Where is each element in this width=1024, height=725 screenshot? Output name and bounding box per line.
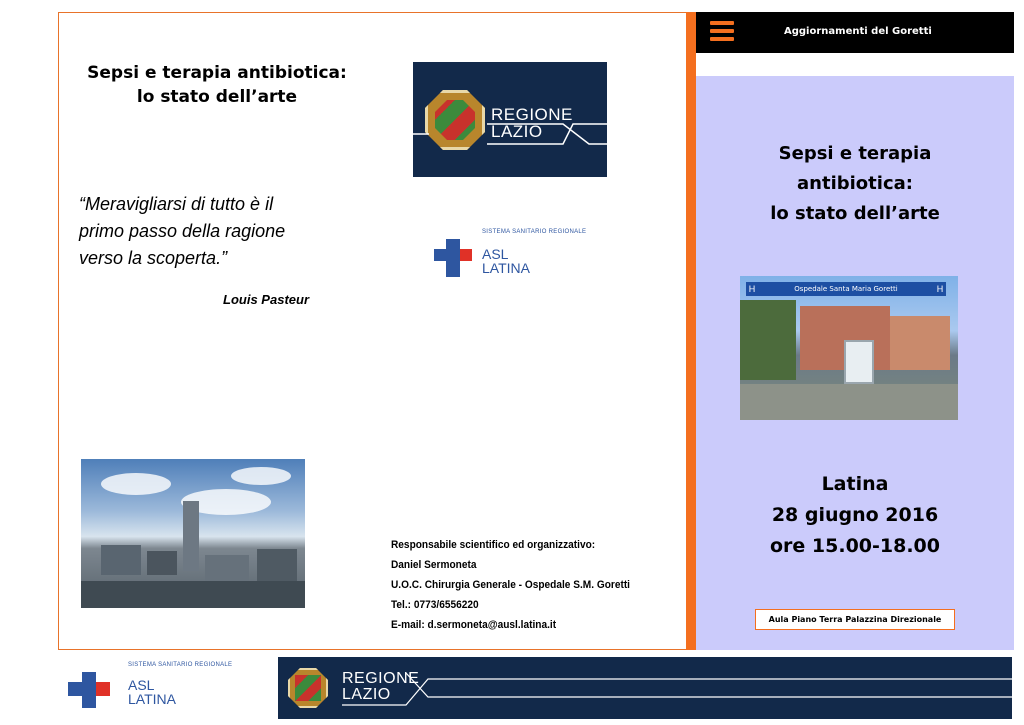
event-time: ore 15.00-18.00 [769,535,940,557]
bottom-asl-cross-red [96,682,110,696]
hospital-h-icon: H [746,282,758,296]
left-title-line1: Sepsi e terapia antibiotica: [87,63,347,83]
asl-latina-logo [432,227,632,287]
hamburger-menu-icon[interactable] [710,21,734,41]
regione-lazio-logo [413,62,607,177]
hospital-trees [740,300,796,380]
hospital-road [740,384,958,420]
asl-word: ASL [482,246,509,262]
bottom-latina-word: LATINA [128,691,176,707]
left-title-line2: lo stato dell’arte [136,87,298,107]
hospital-h-icon-right: H [934,282,946,296]
quote-line1: “Meravigliarsi di tutto è il [79,194,274,214]
cover-panel [696,76,1014,650]
parking-booth [844,340,874,384]
left-page-title [59,61,375,109]
bottom-asl-name [128,678,176,706]
bottom-asl-latina-logo [68,660,268,712]
pasteur-quote [79,191,329,272]
orange-divider [686,12,696,650]
bottom-asl-subtitle: SISTEMA SANITARIO REGIONALE [128,662,233,668]
cover-title-line3: lo stato dell’arte [770,203,940,224]
bottom-regione-lazio-banner [278,657,1012,719]
latina-city-photo [81,459,305,608]
cover-title [696,139,1014,229]
contacts-phone: Tel.: 0773/6556220 [391,599,479,611]
regione-word: REGIONE [491,105,573,124]
latina-word: LATINA [482,260,530,276]
hospital-photo [740,276,958,420]
contacts-name: Daniel Sermoneta [391,559,477,571]
quote-line2: primo passo della ragione [79,221,286,241]
asl-cross-left [434,249,458,261]
left-brochure-page [58,12,686,650]
cover-title-line1: Sepsi e terapia [778,143,932,164]
asl-subtitle: SISTEMA SANITARIO REGIONALE [482,229,587,235]
bottom-asl-cross-left [68,682,94,696]
cover-title-line2: antibiotica: [797,173,913,194]
quote-line3: verso la scoperta.” [79,248,228,268]
organizer-contacts [391,535,681,635]
header-bar [696,12,1014,53]
bottom-regione-word: REGIONE [342,670,420,687]
bottom-asl-word: ASL [128,677,155,693]
event-info [696,469,1014,562]
asl-cross-red [460,249,472,261]
hospital-building-right [890,316,950,370]
header-title: Aggiornamenti del Goretti [784,26,932,37]
event-city: Latina [821,473,889,495]
event-date: 28 giugno 2016 [771,504,939,526]
lazio-word: LAZIO [491,122,543,141]
contacts-role: Responsabile scientifico ed organizzativo: [391,539,596,551]
hospital-sign: Ospedale Santa Maria Goretti [758,282,934,296]
bottom-regione-wordmark [342,671,419,703]
quote-author: Louis Pasteur [223,292,309,307]
contacts-unit: U.O.C. Chirurgia Generale - Ospedale S.M. Goretti [391,579,630,591]
venue-label: Aula Piano Terra Palazzina Direzionale [755,609,955,630]
bottom-lazio-word: LAZIO [342,686,391,703]
asl-name [482,247,530,275]
contacts-email[interactable]: E-mail: d.sermoneta@ausl.latina.it [391,619,557,631]
regione-wordmark [491,106,573,140]
